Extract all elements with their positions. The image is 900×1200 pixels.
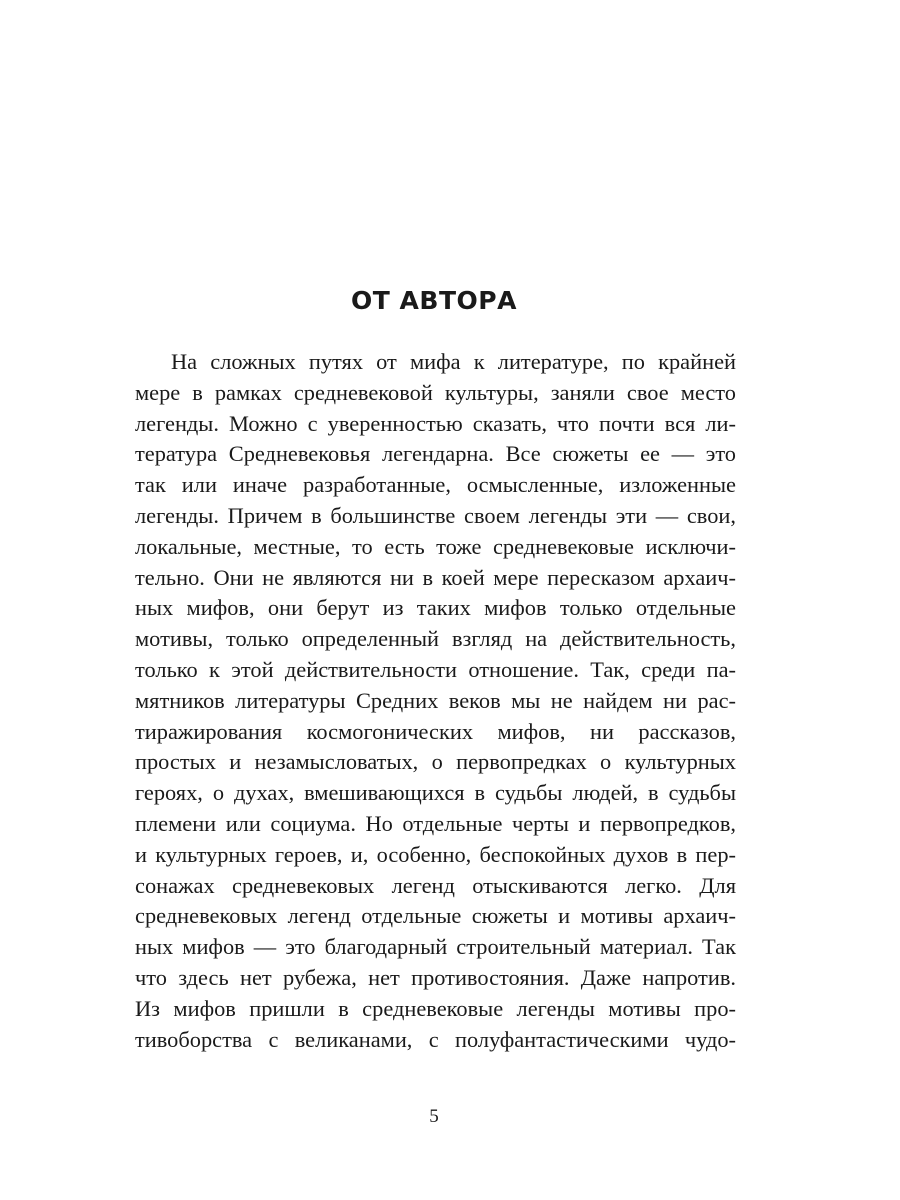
body-paragraph (135, 347, 736, 1055)
text-line: племени или социума. Но отдельные черты и первопредков, (135, 810, 736, 836)
text-line: мере в рамках средневековой культуры, заняли свое место (135, 379, 736, 405)
text-line: ных мифов, они берут из таких мифов только отдельные (135, 595, 736, 621)
text-line: На сложных путях от мифа к литературе, по крайней (171, 349, 736, 374)
text-line: мятников литературы Средних веков мы не найдем ни рас- (135, 687, 736, 713)
text-line: тельно. Они не являются ни в коей мере пересказом архаич- (135, 564, 736, 590)
text-line: что здесь нет рубежа, нет противостояния. Даже напротив. (135, 964, 736, 990)
text-line: тивоборства с великанами, с полуфантастическими чудо- (135, 1026, 736, 1052)
text-line: только к этой действительности отношение. Так, среди па- (135, 656, 736, 682)
text-line: простых и незамысловатых, о первопредках о культурных (135, 749, 736, 775)
text-line: мотивы, только определенный взгляд на действительность, (135, 626, 736, 652)
text-line: и культурных героев, и, особенно, беспокойных духов в пер- (135, 841, 736, 867)
text-line: тиражирования космогонических мифов, ни рассказов, (135, 718, 736, 744)
text-line: героях, о духах, вмешивающихся в судьбы людей, в судьбы (135, 780, 736, 806)
page-number: 5 (429, 1106, 439, 1127)
text-line: легенды. Можно с уверенностью сказать, что почти вся ли- (135, 410, 736, 436)
text-line: Из мифов пришли в средневековые легенды мотивы про- (135, 995, 736, 1021)
text-line: средневековых легенд отдельные сюжеты и мотивы архаич- (135, 903, 736, 929)
text-line: так или иначе разработанные, осмысленные, изложенные (135, 472, 736, 498)
text-line: сонажах средневековых легенд отыскиваются легко. Для (135, 872, 736, 898)
chapter-title: ОТ АВТОРА (351, 286, 517, 315)
text-line: легенды. Причем в большинстве своем легенды эти — свои, (135, 502, 736, 528)
text-line: локальные, местные, то есть тоже средневековые исключи- (135, 533, 736, 559)
text-line: ных мифов — это благодарный строительный материал. Так (135, 934, 736, 960)
text-line: тература Средневековья легендарна. Все сюжеты ее — это (135, 441, 736, 467)
